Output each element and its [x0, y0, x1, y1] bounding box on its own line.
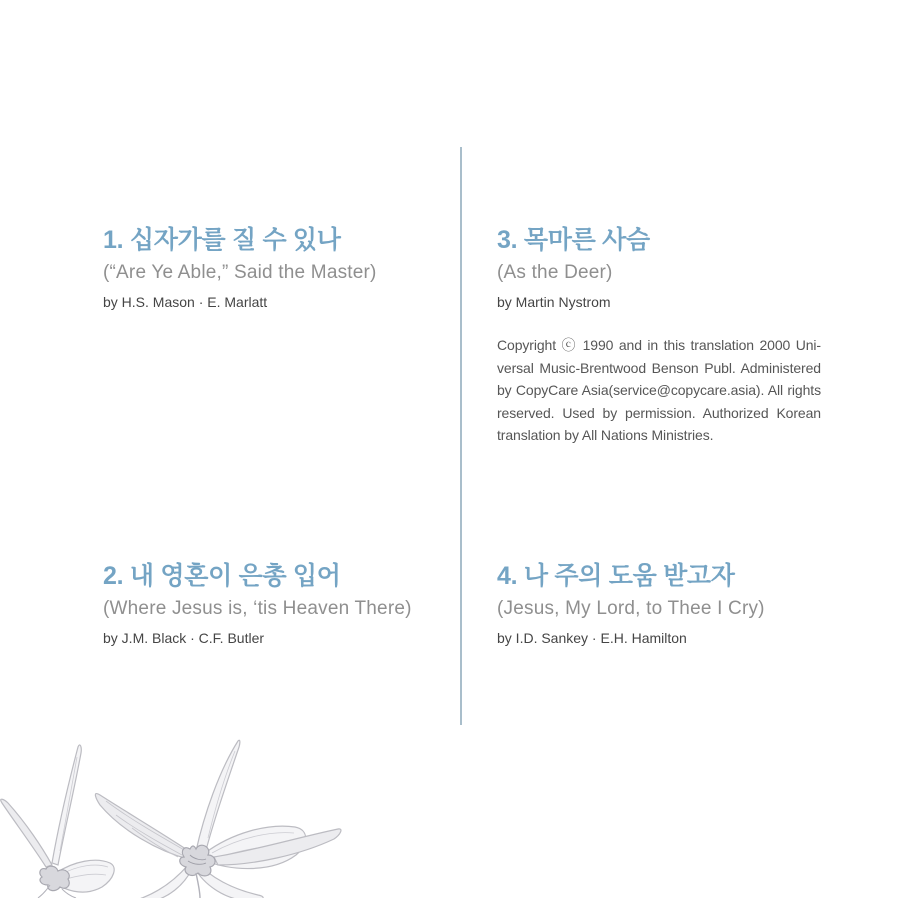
- song-authors: by Martin Nystrom: [497, 293, 611, 310]
- song-entry-3: [497, 226, 857, 310]
- song-authors: by J.M. Black · C.F. Butler: [103, 629, 265, 646]
- song-title-english: (Jesus, My Lord, to Thee I Cry): [497, 597, 765, 619]
- song-entry-4: [497, 562, 857, 646]
- song-entry-1: [103, 226, 463, 310]
- song-entry-2: [103, 562, 463, 646]
- copyright-line: by CopyCare Asia(service@copycare.asia). All rights: [497, 382, 821, 399]
- song-authors: by I.D. Sankey · E.H. Hamilton: [497, 629, 687, 646]
- song-authors: by H.S. Mason · E. Marlatt: [103, 293, 268, 310]
- copyright-line: translation by All Nations Ministries.: [497, 427, 714, 444]
- song-title-english: (As the Deer): [497, 261, 613, 283]
- orchid-sketch-illustration: [0, 733, 345, 898]
- song-title-korean: 4. 나 주의 도움 받고자: [497, 562, 735, 590]
- copyright-line: versal Music-Brentwood Benson Publ. Administered: [497, 359, 821, 376]
- song-title-english: (“Are Ye Able,” Said the Master): [103, 261, 377, 283]
- copyright-line: Copyright ⓒ 1990 and in this translation 2000 Uni-: [497, 337, 821, 353]
- copyright-line: reserved. Used by permission. Authorized Korean: [497, 404, 821, 421]
- copyright-notice: [497, 334, 821, 447]
- song-title-korean: 2. 내 영혼이 은총 입어: [103, 562, 341, 590]
- song-title-english: (Where Jesus is, ‘tis Heaven There): [103, 597, 412, 619]
- song-title-korean: 3. 목마른 사슴: [497, 226, 650, 254]
- song-title-korean: 1. 십자가를 질 수 있나: [103, 226, 341, 254]
